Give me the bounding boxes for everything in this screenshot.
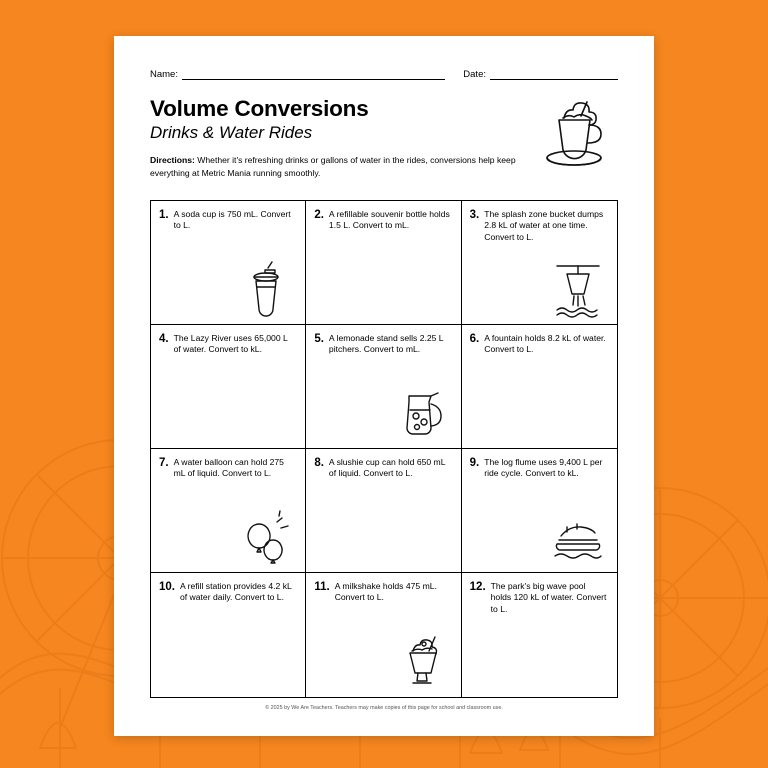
name-label: Name: [150, 69, 178, 80]
problem-number: 6. [469, 333, 480, 345]
problem-text: A lemonade stand sells 2.25 L pitchers. Convert to mL. [328, 333, 444, 355]
problem-cell-5[interactable] [306, 325, 461, 449]
problem-cell-7[interactable] [151, 449, 306, 573]
problem-cell-2[interactable] [306, 201, 461, 325]
problem-cell-11[interactable] [306, 573, 461, 697]
copyright-footer: © 2025 by We Are Teachers. Teachers may make copies of this page for school and classroom use. [265, 705, 503, 711]
problem-number: 4. [159, 333, 169, 345]
problem-number: 5. [314, 333, 324, 345]
problem-cell-1[interactable] [151, 201, 306, 325]
problem-text: A milkshake holds 475 mL. Convert to L. [334, 581, 437, 603]
milkshake-glass-icon [391, 631, 453, 693]
problem-number: 8. [314, 457, 324, 469]
milkshake-cup-icon [526, 92, 622, 184]
problem-text: A fountain holds 8.2 kL of water. Convert to L. [484, 333, 606, 355]
problem-text: The splash zone bucket dumps 2.8 kL of water at one time. Convert to L. [484, 209, 604, 242]
problem-text: The Lazy River uses 65,000 L of water. Convert to kL. [173, 333, 288, 355]
problem-cell-10[interactable] [151, 573, 306, 697]
problem-text: A refillable souvenir bottle holds 1.5 L. Convert to mL. [328, 209, 450, 231]
problem-number: 11. [314, 581, 330, 593]
log-flume-icon [547, 506, 609, 568]
problem-number: 2. [314, 209, 324, 221]
splash-bucket-icon [547, 258, 609, 320]
water-balloons-icon [235, 506, 297, 568]
problem-grid [150, 200, 618, 698]
name-input-line[interactable] [182, 68, 445, 80]
problem-cell-3[interactable] [462, 201, 617, 325]
problem-text: A slushie cup can hold 650 mL of liquid. Convert to L. [328, 457, 446, 479]
page-subtitle: Drinks & Water Rides [150, 122, 313, 142]
problem-number: 3. [469, 209, 480, 221]
problem-text: The log flume uses 9,400 L per ride cycle. Convert to kL. [484, 457, 603, 479]
problem-text: A refill station provides 4.2 kL of water daily. Convert to L. [180, 581, 292, 603]
problem-number: 7. [159, 457, 169, 469]
name-date-row [150, 68, 618, 80]
directions-text [150, 154, 540, 179]
page-title: Volume Conversions [150, 96, 369, 121]
problem-cell-8[interactable] [306, 449, 461, 573]
problem-number: 12. [469, 581, 486, 593]
header-block [150, 96, 618, 188]
problem-cell-9[interactable] [462, 449, 617, 573]
date-input-line[interactable] [490, 68, 618, 80]
problem-text: A water balloon can hold 275 mL of liquid. Convert to L. [173, 457, 284, 479]
problem-cell-6[interactable] [462, 325, 617, 449]
pitcher-icon [391, 382, 453, 444]
problem-number: 1. [159, 209, 169, 221]
problem-text: The park's big wave pool holds 120 kL of water. Convert to L. [490, 581, 607, 614]
problem-cell-12[interactable] [462, 573, 617, 697]
date-label: Date: [463, 69, 486, 80]
problem-number: 9. [469, 457, 480, 469]
problem-text: A soda cup is 750 mL. Convert to L. [173, 209, 291, 231]
worksheet-page [114, 36, 654, 736]
directions-label: Directions: [150, 155, 195, 166]
problem-number: 10. [159, 581, 175, 593]
directions-body: Whether it's refreshing drinks or gallons of water in the rides, conversions help keep everything at Metric Mania running smoothly. [150, 155, 516, 178]
soda-cup-icon [235, 258, 297, 320]
problem-cell-4[interactable] [151, 325, 306, 449]
